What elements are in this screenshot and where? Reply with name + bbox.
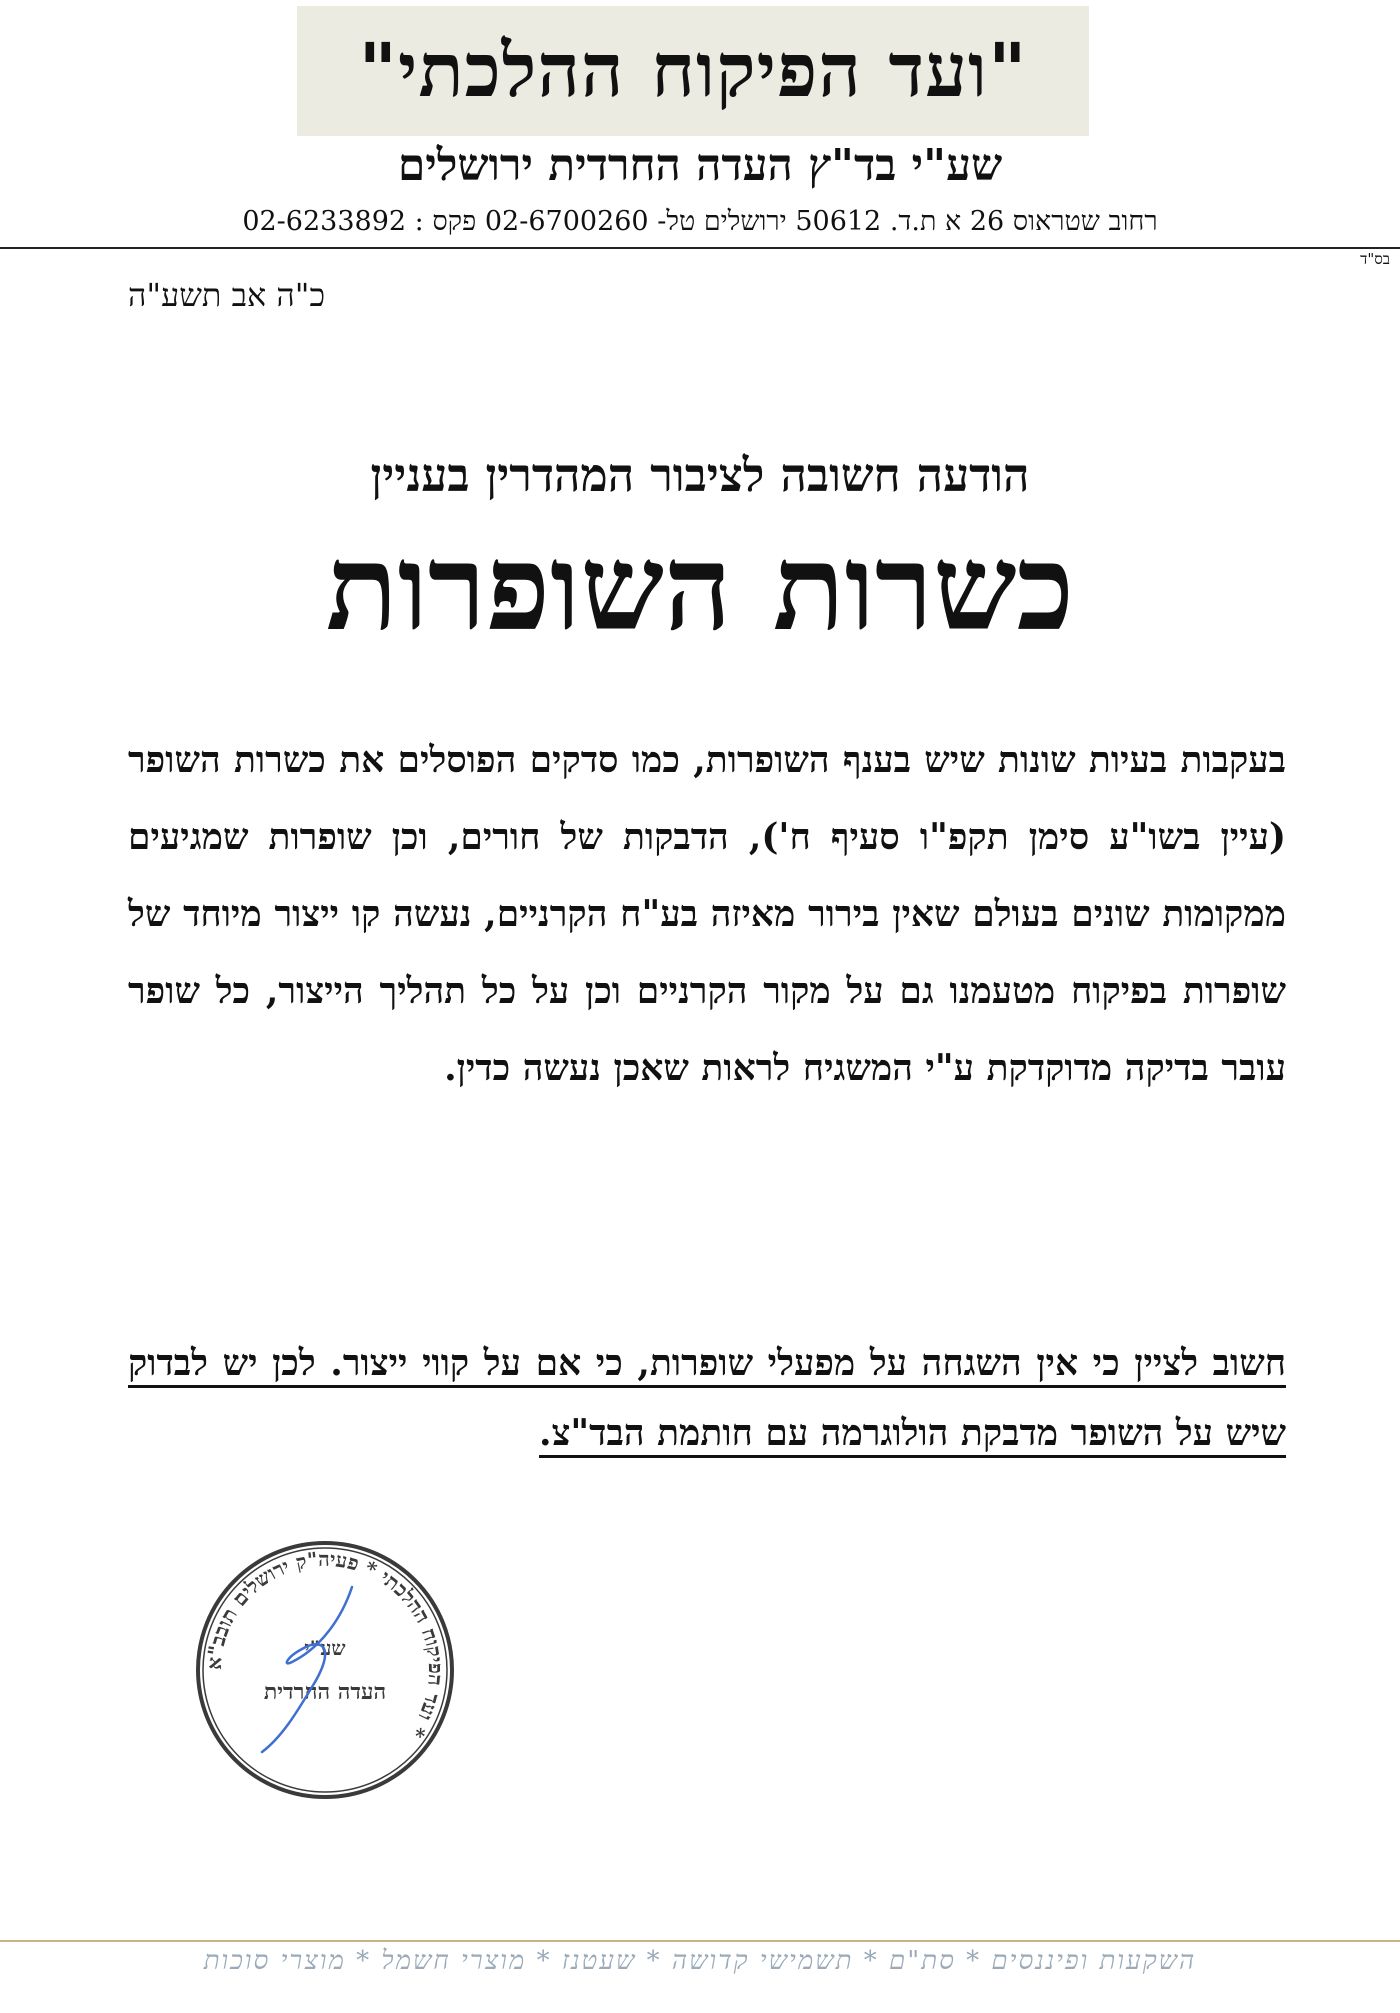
stamp-outer-ring bbox=[198, 1543, 452, 1797]
notice-title: כשרות השופרות bbox=[325, 518, 1075, 657]
org-name: "ועד הפיקוח ההלכתי" bbox=[358, 27, 1028, 114]
org-subtitle: שע"י בד"ץ העדה החרדית ירושלים bbox=[397, 140, 1003, 191]
footer-services: השקעות ופיננסים * סת"ם * תשמישי קדושה * שעטנז * מוצרי חשמל * מוצרי סוכות bbox=[203, 1946, 1197, 1976]
stamp-line-1: שע"י bbox=[304, 1636, 346, 1660]
letterhead-banner bbox=[297, 6, 1089, 136]
org-address: רחוב שטראוס 26 א ת.ד. 50612 ירושלים טל- 02-6700260 פקס : 02-6233892 bbox=[242, 206, 1158, 237]
letter-date: כ"ה אב תשע"ה bbox=[128, 276, 326, 314]
official-stamp bbox=[192, 1537, 458, 1803]
important-notice: חשוב לציין כי אין השגחה על מפעלי שופרות, כי אם על קווי ייצור. לכן יש לבדוק שיש על השופר מדבקת הולוגרמה עם חותמת הבד"צ. bbox=[128, 1342, 1286, 1454]
notice-body: בעקבות בעיות שונות שיש בענף השופרות, כמו סדקים הפוסלים את כשרות השופר (עיין בשו"ע סימן תקפ"ו סעיף ח'), הדבקות של חורים, וכן שופרות שמגיעים ממקומות שונים בעולם שאין בירור מאיזה בע"ח הקרניים, נעשה קו ייצור מיוחד של שופרות בפיקוח מטעמנו גם על מקור הקרניים וכן על כל תהליך הייצור, כל שופר עובר בדיקה מדוקדקת ע"י המשגיח לראות שאכן נעשה כדין. bbox=[128, 739, 1286, 1089]
notice-heading: הודעה חשובה לציבור המהדרין בעניין bbox=[370, 448, 1030, 502]
header-divider bbox=[0, 247, 1400, 249]
bsd-mark: בס"ד bbox=[1360, 250, 1390, 268]
footer-divider bbox=[0, 1940, 1400, 1942]
stamp-ring-text: ועד הפיקוח ההלכתי * פעיה"ק ירושלים תובב"א * bbox=[201, 1546, 449, 1743]
stamp-line-2: העדה החרדית bbox=[263, 1679, 387, 1705]
signature-mark bbox=[262, 1587, 352, 1752]
